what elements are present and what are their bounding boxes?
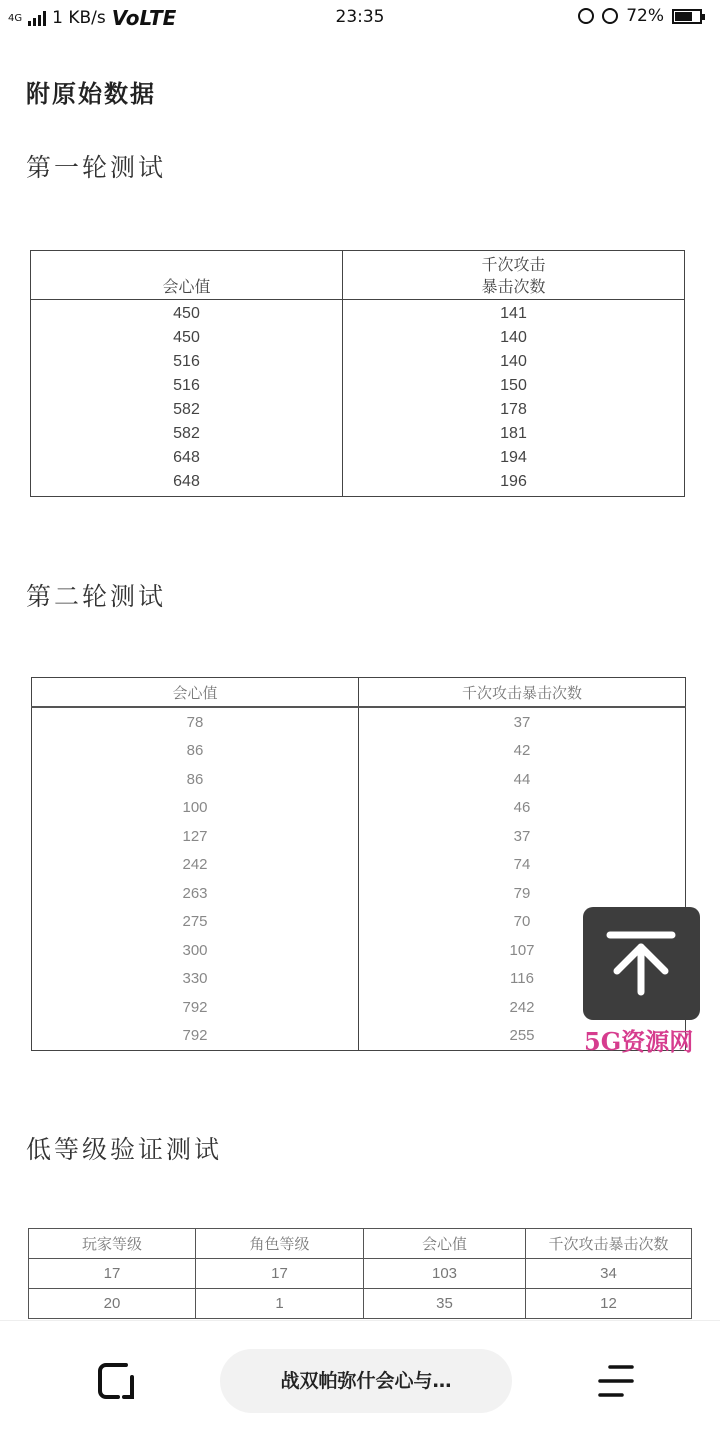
table-cell: 300 — [32, 936, 359, 965]
table2-header-crit: 会心值 — [32, 678, 359, 708]
battery-percent: 72% — [626, 6, 664, 26]
table-row — [29, 1289, 692, 1319]
table3-body — [29, 1259, 692, 1319]
table-row — [32, 851, 686, 880]
battery-icon — [672, 9, 702, 24]
table-cell: 648 — [31, 446, 343, 470]
table1-header-crit: 会心值 — [31, 251, 343, 300]
table3-header-player-level: 玩家等级 — [29, 1229, 196, 1259]
volte-label: VoLTE — [111, 6, 177, 30]
table-cell: 242 — [359, 993, 686, 1022]
table-cell: 79 — [359, 879, 686, 908]
table2-header-count: 千次攻击暴击次数 — [359, 678, 686, 708]
table-row — [31, 422, 685, 446]
table3-header-role-level: 角色等级 — [196, 1229, 364, 1259]
browser-bottom-bar — [0, 1320, 720, 1441]
table-cell: 103 — [364, 1259, 526, 1289]
alarm-icon — [602, 8, 618, 24]
table-cell: 20 — [29, 1289, 196, 1319]
table-cell: 582 — [31, 398, 343, 422]
article-heading: 附原始数据 — [26, 80, 156, 108]
table-cell: 242 — [32, 851, 359, 880]
table-cell: 516 — [31, 350, 343, 374]
section-title-round1: 第一轮测试 — [26, 153, 167, 182]
table-cell: 196 — [343, 470, 685, 497]
table3-header-count: 千次攻击暴击次数 — [526, 1229, 692, 1259]
table-row — [31, 446, 685, 470]
status-bar — [0, 0, 720, 36]
arrow-up-icon — [583, 907, 700, 1020]
table1-body — [31, 300, 685, 497]
section-title-round2: 第二轮测试 — [26, 582, 167, 611]
table-cell: 100 — [32, 794, 359, 823]
network-speed: 1 KB/s — [52, 8, 106, 28]
table-cell: 582 — [31, 422, 343, 446]
table-cell: 42 — [359, 737, 686, 766]
table-cell: 140 — [343, 326, 685, 350]
table-cell: 17 — [196, 1259, 364, 1289]
menu-icon[interactable] — [596, 1363, 636, 1399]
table-cell: 78 — [32, 707, 359, 737]
table-cell: 178 — [343, 398, 685, 422]
table-cell: 150 — [343, 374, 685, 398]
tabs-icon[interactable] — [96, 1361, 136, 1401]
table-round1 — [30, 250, 685, 497]
table-cell: 37 — [359, 707, 686, 737]
table-cell: 127 — [32, 822, 359, 851]
table-row — [31, 470, 685, 497]
table-cell: 648 — [31, 470, 343, 497]
table-row — [31, 350, 685, 374]
table-cell: 330 — [32, 965, 359, 994]
table-cell: 181 — [343, 422, 685, 446]
table-row — [31, 326, 685, 350]
table-cell: 34 — [526, 1259, 692, 1289]
table-cell: 86 — [32, 737, 359, 766]
table-row — [32, 707, 686, 737]
watermark-logo: 5G资源网 — [584, 1027, 694, 1056]
table-row — [32, 822, 686, 851]
table-cell: 86 — [32, 765, 359, 794]
table-row — [32, 737, 686, 766]
table-row — [31, 300, 685, 327]
table-cell: 1 — [196, 1289, 364, 1319]
table-cell: 450 — [31, 326, 343, 350]
battery-fill — [675, 12, 692, 21]
table-cell: 46 — [359, 794, 686, 823]
table-cell: 275 — [32, 908, 359, 937]
table-row — [29, 1259, 692, 1289]
rotation-lock-icon — [578, 8, 594, 24]
status-right — [578, 6, 702, 26]
network-type: 4G — [8, 12, 23, 24]
table-row — [32, 879, 686, 908]
section-title-low-level: 低等级验证测试 — [26, 1135, 223, 1164]
table-row — [31, 374, 685, 398]
table-row — [32, 794, 686, 823]
table1-header-count: 千次攻击 暴击次数 — [343, 251, 685, 300]
table-cell: 74 — [359, 851, 686, 880]
table-cell: 255 — [359, 1022, 686, 1051]
table-low-level — [28, 1228, 692, 1319]
table-cell: 70 — [359, 908, 686, 937]
table-cell: 792 — [32, 993, 359, 1022]
table-cell: 116 — [359, 965, 686, 994]
table3-header-crit: 会心值 — [364, 1229, 526, 1259]
clock: 23:35 — [335, 7, 385, 27]
table-cell: 263 — [32, 879, 359, 908]
scroll-to-top-button[interactable] — [583, 907, 700, 1020]
table-row — [32, 765, 686, 794]
table-cell: 140 — [343, 350, 685, 374]
table-cell: 792 — [32, 1022, 359, 1051]
table-cell: 12 — [526, 1289, 692, 1319]
table-cell: 107 — [359, 936, 686, 965]
table-cell: 37 — [359, 822, 686, 851]
table-cell: 450 — [31, 300, 343, 327]
table-cell: 35 — [364, 1289, 526, 1319]
table-cell: 17 — [29, 1259, 196, 1289]
table-cell: 516 — [31, 374, 343, 398]
table-cell: 44 — [359, 765, 686, 794]
page-title-pill[interactable]: 战双帕弥什会心与… — [220, 1349, 512, 1413]
table-row — [31, 398, 685, 422]
table-cell: 194 — [343, 446, 685, 470]
table-cell: 141 — [343, 300, 685, 327]
